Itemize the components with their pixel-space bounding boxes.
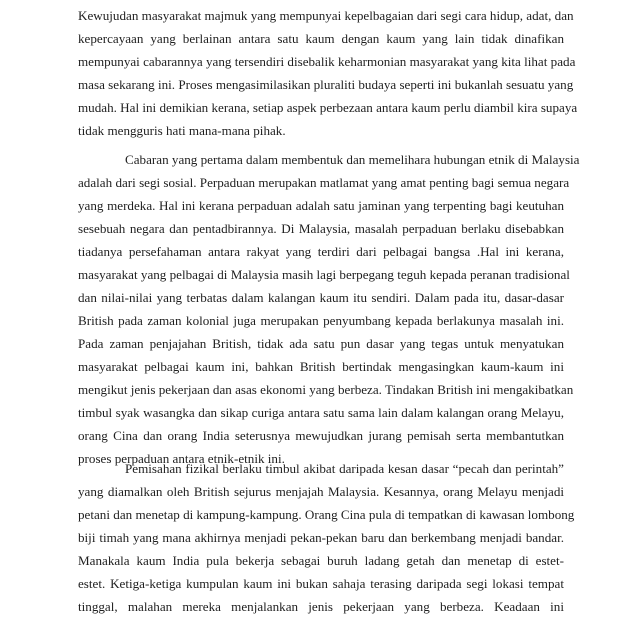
text-line: mempunyai cabarannya yang tersendiri disebalik keharmonian masyarakat yang kita lihat pada	[78, 54, 576, 69]
text-line: yang merdeka. Hal ini kerana perpaduan adalah satu jaminan yang terpenting bagi keutuhan	[78, 198, 564, 213]
text-line: petani dan menetap di kampung-kampung. Orang Cina pula di tempatkan di kawasan lombong	[78, 507, 575, 522]
text-line: orang Cina dan orang India seterusnya mewujudkan jurang pemisah serta membantutkan	[78, 428, 564, 443]
text-line: estet. Ketiga-ketiga kumpulan kaum ini bukan sahaja terasing daripada segi lokasi tempat	[78, 576, 564, 591]
text-line: sesebuah negara dan pentadbirannya. Di Malaysia, masalah perpaduan berlaku disebabkan	[78, 221, 564, 236]
text-line: Pemisahan fizikal berlaku timbul akibat daripada kesan dasar “pecah dan perintah”	[125, 461, 564, 476]
text-line: mengikut jenis pekerjaan dan asas ekonomi yang berbeza. Tindakan British ini mengakibatkan	[78, 382, 574, 397]
text-line: Manakala kaum India pula bekerja sebagai buruh ladang getah dan menetap di estet-	[78, 553, 564, 568]
text-line: Kewujudan masyarakat majmuk yang mempunyai kepelbagaian dari segi cara hidup, adat, dan	[78, 8, 574, 23]
text-line: tidak mengguris hati mana-mana pihak.	[78, 123, 286, 138]
text-line: dan nilai-nilai yang terbatas dalam kalangan kaum itu sendiri. Dalam pada itu, dasar-dasar	[78, 290, 564, 305]
text-line: adalah dari segi sosial. Perpaduan merupakan matlamat yang amat penting bagi semua negara	[78, 175, 570, 190]
text-line: yang diamalkan oleh British sejurus menjajah Malaysia. Kesannya, orang Melayu menjadi	[78, 484, 564, 499]
text-line: tinggal, malahan mereka menjalankan jenis pekerjaan yang berbeza. Keadaan ini	[78, 599, 564, 614]
text-line: proses perpaduan antara etnik-etnik ini.	[78, 451, 285, 466]
text-line: masa sekarang ini. Proses mengasimilasikan pluraliti budaya seperti ini bukanlah sesuatu yang	[78, 77, 574, 92]
text-line: Cabaran yang pertama dalam membentuk dan memelihara hubungan etnik di Malaysia	[125, 152, 580, 167]
text-line: biji timah yang mana akhirnya menjadi pekan-pekan baru dan berkembang menjadi bandar.	[78, 530, 564, 545]
text-line: kepercayaan yang berlainan antara satu kaum dengan kaum yang lain tidak dinafikan	[78, 31, 564, 46]
text-line: timbul syak wasangka dan sikap curiga antara satu sama lain dalam kalangan orang Melayu,	[78, 405, 564, 420]
text-line: tiadanya persefahaman antara rakyat yang terdiri dari pelbagai bangsa .Hal ini kerana,	[78, 244, 564, 259]
text-line: mudah. Hal ini demikian kerana, setiap aspek perbezaan antara kaum perlu diambil kira supaya	[78, 100, 578, 115]
text-line: masyarakat yang pelbagai di Malaysia masih lagi berpegang teguh kepada peranan tradisional	[78, 267, 570, 282]
text-line: Pada zaman penjajahan British, tidak ada satu pun dasar yang tegas untuk menyatukan	[78, 336, 564, 351]
text-line: British pada zaman kolonial juga merupakan penyumbang kepada berlakunya masalah ini.	[78, 313, 564, 328]
text-line: masyarakat pelbagai kaum ini, bahkan British bertindak mengasingkan kaum-kaum ini	[78, 359, 564, 374]
